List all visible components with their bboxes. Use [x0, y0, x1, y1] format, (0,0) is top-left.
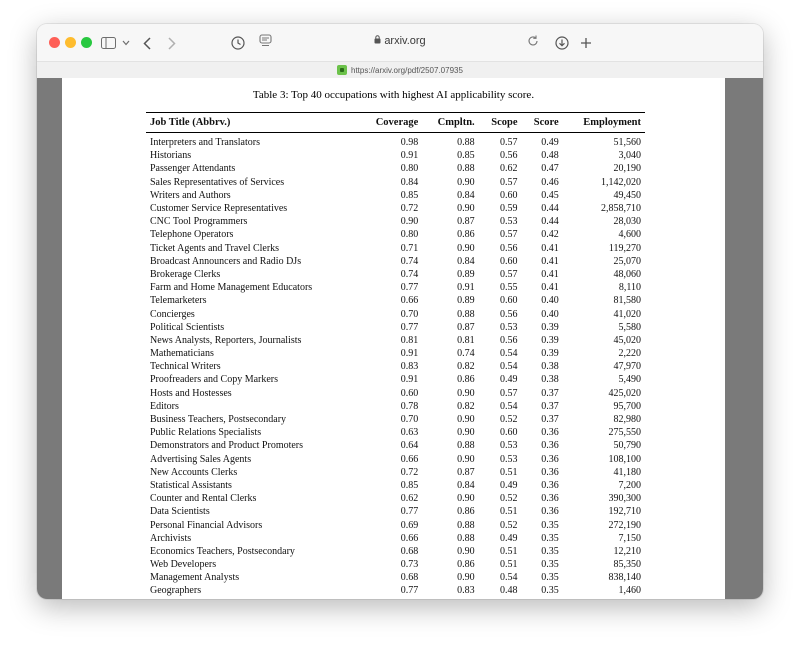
table-cell: 0.66	[400, 532, 419, 544]
table-cell: 0.84	[457, 255, 475, 267]
tab-bar	[37, 61, 763, 79]
table-cell: 0.44	[541, 203, 559, 215]
table-cell: 0.51	[500, 506, 518, 518]
table-cell: 0.85	[400, 189, 419, 201]
table-row	[146, 215, 645, 228]
table-cell: 0.64	[400, 440, 419, 452]
table-cell: 0.90	[457, 453, 475, 465]
table-cell: Brokerage Clerks	[150, 268, 221, 280]
table-row	[146, 545, 645, 558]
table-cell: 0.56	[500, 242, 518, 254]
table-cell: 0.47	[541, 163, 559, 175]
table-cell: 0.57	[500, 229, 518, 241]
table-cell: 838,140	[608, 572, 641, 584]
pdf-viewer[interactable]	[37, 78, 763, 599]
table-row	[146, 189, 645, 202]
table-row	[146, 518, 645, 531]
table-cell: Proofreaders and Copy Markers	[150, 374, 279, 386]
table-cell: 12,210	[613, 545, 641, 557]
table-cell: Historians	[150, 150, 192, 162]
table-cell: 0.35	[541, 532, 559, 544]
table-cell: Technical Writers	[150, 361, 221, 373]
table-cell: 0.62	[500, 163, 518, 175]
tab-url-label: https://arxiv.org/pdf/2507.07935	[351, 65, 463, 75]
table-cell: 0.41	[541, 255, 559, 267]
table-cell: 0.66	[400, 295, 419, 307]
table-cell: 0.55	[500, 282, 518, 294]
table-cell: 0.70	[400, 308, 419, 320]
table-cell: 0.37	[541, 414, 559, 426]
table-cell: 1,460	[618, 585, 641, 597]
table-cell: 47,970	[613, 361, 641, 373]
table-row	[146, 466, 645, 479]
table-cell: 49,450	[613, 189, 641, 201]
table-cell: 51,560	[613, 137, 641, 149]
table-cell: 0.83	[400, 361, 419, 373]
table-cell: 0.56	[500, 150, 518, 162]
table-cell: 0.37	[541, 400, 559, 412]
occupations-table	[146, 112, 645, 598]
table-row	[146, 492, 645, 505]
table-cell: 119,270	[608, 242, 641, 254]
table-row	[146, 413, 645, 426]
table-cell: 0.53	[500, 440, 518, 452]
table-cell: 0.72	[400, 203, 419, 215]
table-cell: 0.35	[541, 559, 559, 571]
table-cell: 0.81	[400, 334, 419, 346]
table-cell: Archivists	[150, 532, 192, 544]
table-cell: 95,700	[613, 400, 641, 412]
table-cell: 0.52	[500, 519, 518, 531]
table-cell: 5,580	[618, 321, 641, 333]
table-cell: Interpreters and Translators	[150, 137, 260, 149]
table-row	[146, 242, 645, 255]
table-cell: 0.91	[400, 150, 419, 162]
table-cell: Broadcast Announcers and Radio DJs	[150, 255, 302, 267]
table-cell: 0.60	[500, 189, 518, 201]
table-cell: Advertising Sales Agents	[150, 453, 252, 465]
table-cell: 81,580	[613, 295, 641, 307]
table-cell: 0.35	[541, 519, 559, 531]
table-cell: 0.53	[500, 453, 518, 465]
table-cell: 0.88	[457, 440, 475, 452]
table-row	[146, 307, 645, 320]
table-cell: 25,070	[613, 255, 641, 267]
table-cell: Telemarketers	[150, 295, 207, 307]
table-cell: 0.60	[500, 427, 518, 439]
table-cell: 0.54	[500, 572, 518, 584]
table-cell: 0.88	[457, 308, 475, 320]
table-cell: 0.68	[400, 572, 419, 584]
table-cell: 85,350	[613, 559, 641, 571]
table-row	[146, 294, 645, 307]
table-cell: 0.87	[457, 216, 475, 228]
table-cell: 0.90	[457, 493, 475, 505]
table-cell: Farm and Home Management Educators	[150, 282, 313, 294]
table-cell: Telephone Operators	[150, 229, 234, 241]
lock-icon	[374, 35, 381, 47]
table-cell: 0.81	[457, 334, 475, 346]
table-cell: 0.71	[400, 242, 419, 254]
table-row	[146, 426, 645, 439]
table-cell: Customer Service Representatives	[150, 203, 288, 215]
address-host: arxiv.org	[384, 35, 426, 47]
table-cell: 0.56	[500, 308, 518, 320]
chevron-down-icon[interactable]	[117, 34, 135, 52]
table-cell: 0.86	[457, 374, 475, 386]
table-row	[146, 532, 645, 545]
table-cell: 0.86	[457, 559, 475, 571]
table-cell: 0.74	[400, 268, 419, 280]
table-cell: 0.90	[457, 545, 475, 557]
table-header-row	[146, 113, 645, 133]
table-cell: 0.36	[541, 440, 559, 452]
table-cell: 0.41	[541, 268, 559, 280]
table-cell: 0.36	[541, 479, 559, 491]
table-caption: Table 3: Top 40 occupations with highest AI applicability score.	[252, 89, 535, 101]
table-cell: 0.57	[500, 387, 518, 399]
table-cell: 0.36	[541, 466, 559, 478]
table-cell: Writers and Authors	[150, 189, 231, 201]
table-cell: 0.77	[400, 321, 419, 333]
table-cell: 0.36	[541, 427, 559, 439]
table-cell: 0.53	[500, 216, 518, 228]
table-cell: 0.36	[541, 493, 559, 505]
table-row	[146, 479, 645, 492]
table-cell: 0.89	[457, 268, 475, 280]
table-cell: 0.90	[400, 216, 419, 228]
table-cell: 0.84	[457, 189, 475, 201]
table-cell: 0.36	[541, 506, 559, 518]
table-cell: 0.82	[457, 361, 475, 373]
table-cell: 0.74	[400, 255, 419, 267]
table-cell: 0.39	[541, 334, 559, 346]
table-cell: 0.80	[400, 163, 419, 175]
table-cell: 5,490	[618, 374, 641, 386]
table-cell: 2,220	[618, 348, 641, 360]
table-row	[146, 176, 645, 189]
table-row	[146, 584, 645, 597]
table-row	[146, 202, 645, 215]
table-cell: 0.91	[457, 282, 475, 294]
table-cell: 3,040	[618, 150, 641, 162]
table-cell: 0.52	[500, 493, 518, 505]
table-cell: 0.39	[541, 348, 559, 360]
table-cell: 0.41	[541, 282, 559, 294]
table-cell: Sales Representatives of Services	[150, 176, 285, 188]
table-cell: 0.51	[500, 545, 518, 557]
table-row	[146, 162, 645, 175]
table-cell: 41,020	[613, 308, 641, 320]
tab-arxiv-pdf[interactable]	[337, 63, 463, 77]
table-cell: 0.85	[457, 150, 475, 162]
table-cell: 28,030	[613, 216, 641, 228]
table-cell: Business Teachers, Postsecondary	[150, 414, 287, 426]
table-row	[146, 268, 645, 281]
table-cell: 0.45	[541, 189, 559, 201]
table-row	[146, 347, 645, 360]
table-cell: 0.88	[457, 532, 475, 544]
table-row	[146, 321, 645, 334]
table-cell: 0.48	[541, 150, 559, 162]
table-cell: 0.90	[457, 572, 475, 584]
table-cell: 0.88	[457, 519, 475, 531]
column-header: Cmpltn.	[437, 117, 475, 128]
zoom-window-button[interactable]	[81, 37, 92, 48]
table-cell: 0.36	[541, 453, 559, 465]
table-cell: 0.74	[457, 348, 475, 360]
table-cell: 7,150	[618, 532, 641, 544]
table-cell: 0.38	[541, 374, 559, 386]
table-cell: 0.77	[400, 585, 419, 597]
table-row	[146, 281, 645, 294]
table-row	[146, 571, 645, 584]
table-cell: 0.57	[500, 268, 518, 280]
table-cell: 0.44	[541, 216, 559, 228]
table-cell: 108,100	[608, 453, 641, 465]
table-cell: New Accounts Clerks	[150, 466, 238, 478]
table-cell: 0.39	[541, 321, 559, 333]
table-row	[146, 453, 645, 466]
table-cell: 0.40	[541, 295, 559, 307]
table-cell: 0.85	[400, 479, 419, 491]
table-cell: Geographers	[150, 585, 202, 597]
table-body	[146, 133, 645, 598]
table-cell: 0.90	[457, 203, 475, 215]
table-cell: Mathematicians	[150, 348, 214, 360]
table-cell: 45,020	[613, 334, 641, 346]
table-cell: 41,180	[613, 466, 641, 478]
table-cell: 0.82	[457, 400, 475, 412]
table-cell: 0.86	[457, 229, 475, 241]
table-cell: 0.38	[541, 361, 559, 373]
table-cell: 0.51	[500, 466, 518, 478]
table-cell: 8,110	[618, 282, 641, 294]
table-cell: 82,980	[613, 414, 641, 426]
close-window-button[interactable]	[49, 37, 60, 48]
pdf-page	[62, 78, 725, 599]
table-row	[146, 255, 645, 268]
history-icon[interactable]	[229, 34, 247, 52]
table-cell: 0.90	[457, 414, 475, 426]
table-cell: 0.88	[457, 137, 475, 149]
table-cell: 1,142,020	[601, 176, 641, 188]
browser-toolbar	[37, 24, 763, 61]
table-cell: 0.77	[400, 282, 419, 294]
table-cell: Counter and Rental Clerks	[150, 493, 257, 505]
table-row	[146, 387, 645, 400]
table-cell: 0.49	[500, 479, 518, 491]
minimize-window-button[interactable]	[65, 37, 76, 48]
table-cell: 0.69	[400, 519, 419, 531]
table-cell: 0.80	[400, 229, 419, 241]
table-cell: Ticket Agents and Travel Clerks	[150, 242, 280, 254]
table-cell: 0.59	[500, 203, 518, 215]
column-header: Score	[533, 117, 559, 128]
table-cell: 0.49	[541, 137, 559, 149]
table-cell: 0.63	[400, 427, 419, 439]
table-cell: 0.41	[541, 242, 559, 254]
table-row	[146, 400, 645, 413]
table-cell: 0.72	[400, 466, 419, 478]
table-cell: 2,858,710	[601, 203, 641, 215]
table-cell: Public Relations Specialists	[150, 427, 262, 439]
table-cell: 0.40	[541, 308, 559, 320]
table-row	[146, 334, 645, 347]
table-cell: 0.88	[457, 163, 475, 175]
table-cell: 0.35	[541, 572, 559, 584]
table-cell: 0.60	[400, 387, 419, 399]
favicon-icon	[337, 65, 347, 75]
table-cell: 0.46	[541, 176, 559, 188]
table-cell: 0.87	[457, 466, 475, 478]
table-cell: 0.87	[457, 321, 475, 333]
table-cell: Passenger Attendants	[150, 163, 236, 175]
table-cell: 0.35	[541, 545, 559, 557]
table-cell: Statistical Assistants	[150, 479, 232, 491]
table-row	[146, 228, 645, 241]
table-cell: 20,190	[613, 163, 641, 175]
table-cell: 0.91	[400, 348, 419, 360]
sidebar-icon[interactable]	[99, 34, 117, 52]
table-cell: 0.98	[400, 137, 419, 149]
table-cell: 0.57	[500, 137, 518, 149]
column-header: Job Title (Abbrv.)	[150, 117, 231, 128]
table-cell: 0.54	[500, 348, 518, 360]
table-row	[146, 439, 645, 452]
table-cell: Editors	[150, 400, 179, 412]
browser-window	[37, 24, 763, 599]
table-cell: 0.89	[457, 295, 475, 307]
table-cell: Hosts and Hostesses	[150, 387, 232, 399]
table-cell: 0.49	[500, 374, 518, 386]
address-bar[interactable]	[255, 31, 545, 53]
table-cell: 0.66	[400, 453, 419, 465]
table-cell: News Analysts, Reporters, Journalists	[150, 334, 302, 346]
table-row	[146, 149, 645, 162]
table-cell: 425,020	[608, 387, 641, 399]
table-row	[146, 505, 645, 518]
table-cell: 0.52	[500, 414, 518, 426]
table-cell: 0.84	[457, 479, 475, 491]
table-row	[146, 373, 645, 386]
table-cell: Personal Financial Advisors	[150, 519, 263, 531]
table-cell: Data Scientists	[150, 506, 210, 518]
table-cell: 275,550	[608, 427, 641, 439]
table-cell: CNC Tool Programmers	[150, 216, 248, 228]
table-cell: Political Scientists	[150, 321, 225, 333]
table-cell: 50,790	[613, 440, 641, 452]
table-cell: 0.60	[500, 295, 518, 307]
table-cell: 0.77	[400, 506, 419, 518]
table-cell: 48,060	[613, 268, 641, 280]
table-cell: 0.83	[457, 585, 475, 597]
table-cell: 0.60	[500, 255, 518, 267]
table-cell: 272,190	[608, 519, 641, 531]
download-icon[interactable]	[553, 34, 571, 52]
forward-icon[interactable]	[163, 34, 181, 52]
table-cell: 0.70	[400, 414, 419, 426]
new-tab-icon[interactable]	[577, 34, 595, 52]
table-cell: 0.54	[500, 400, 518, 412]
table-cell: 0.49	[500, 532, 518, 544]
table-cell: 0.86	[457, 506, 475, 518]
table-cell: 0.90	[457, 387, 475, 399]
table-cell: 0.51	[500, 559, 518, 571]
column-header: Coverage	[375, 117, 419, 128]
table-cell: 0.48	[500, 585, 518, 597]
reload-icon[interactable]	[527, 34, 539, 53]
table-cell: Economics Teachers, Postsecondary	[150, 545, 295, 557]
table-cell: 0.56	[500, 334, 518, 346]
table-cell: 192,710	[608, 506, 641, 518]
table-cell: 0.90	[457, 242, 475, 254]
table-cell: 0.73	[400, 559, 419, 571]
table-row	[146, 558, 645, 571]
table-cell: 0.68	[400, 545, 419, 557]
table-cell: 0.54	[500, 361, 518, 373]
table-cell: Concierges	[150, 308, 195, 320]
table-cell: Management Analysts	[150, 572, 240, 584]
table-cell: 0.84	[400, 176, 419, 188]
table-cell: 0.62	[400, 493, 419, 505]
table-cell: 7,200	[618, 479, 641, 491]
table-cell: 0.53	[500, 321, 518, 333]
table-cell: 0.91	[400, 374, 419, 386]
table-cell: 0.90	[457, 427, 475, 439]
table-cell: 0.35	[541, 585, 559, 597]
table-row	[146, 133, 645, 150]
table-cell: 390,300	[608, 493, 641, 505]
table-cell: 0.37	[541, 387, 559, 399]
table-cell: Web Developers	[150, 559, 217, 571]
table-cell: 4,600	[618, 229, 641, 241]
table-row	[146, 360, 645, 373]
column-header: Scope	[491, 117, 518, 128]
column-header: Employment	[583, 117, 641, 128]
table-cell: Demonstrators and Product Promoters	[150, 440, 304, 452]
table-cell: 0.42	[541, 229, 559, 241]
table-cell: 0.57	[500, 176, 518, 188]
table-cell: 0.90	[457, 176, 475, 188]
back-icon[interactable]	[138, 34, 156, 52]
table-cell: 0.78	[400, 400, 419, 412]
